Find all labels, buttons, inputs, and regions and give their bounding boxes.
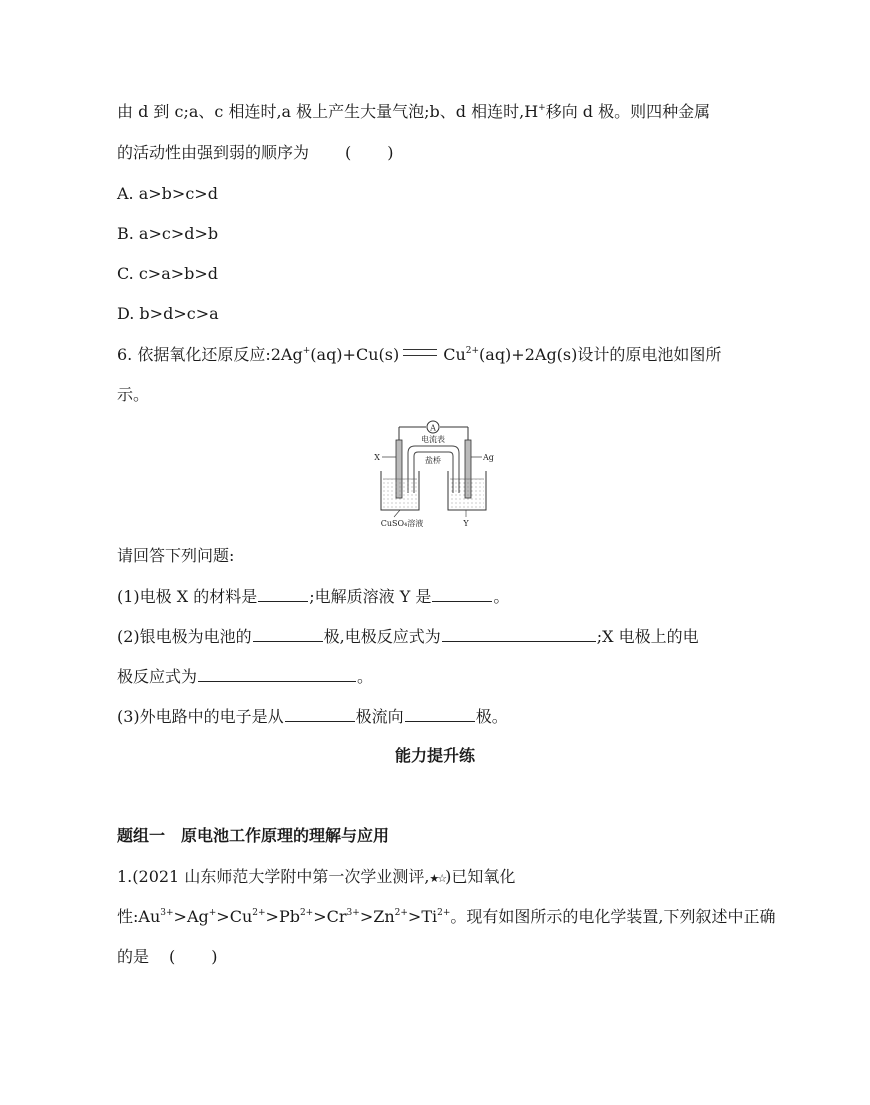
q6-line2: 示。 [117,385,150,404]
q1-line1: 1.(2021 山东师范大学附中第一次学业测评,★☆)已知氧化 [117,867,516,886]
right-solution-label: Y [463,519,469,528]
group-title: 题组一 原电池工作原理的理解与应用 [117,826,390,845]
option-b: B. a>c>d>b [117,224,219,243]
section-title: 能力提升练 [394,746,475,765]
electrode-ag-label: Ag [483,453,494,462]
ammeter-symbol: A [430,423,436,433]
q6-part3: (3)外电路中的电子是从 极流向 极。 [117,707,508,726]
q1-line3: 的是 ( ) [117,947,218,966]
ammeter-label: 电流表 [421,435,445,444]
option-c: C. c>a>b>d [117,264,219,283]
q1-line2: 性$:Au^{3+}>Ag^+>Cu^{2+}>Pb^{2+}>Cr^{3+}>Zn^{2+}>Ti^{2+}$。现有如图所示的电化学装置,下列叙述中正确 [117,907,776,926]
left-solution-label: CuSO₄溶液 [380,519,424,528]
electrode-x-label: X [374,453,380,462]
q6-line1: 6. 依据氧化还原反应:2Ag+(aq)+Cu(s) $Cu^{2+}(aq)+2Ag(s)$设计的原电池如图所 [117,345,722,364]
q6-part2: (2)银电极为电池的 极,电极反应式为 ;X 电极上的电 [117,627,699,646]
q6-prompt: 请回答下列问题: [117,546,235,565]
option-a: A. a>b>c>d [117,184,218,203]
two-star-difficulty-icon: ★☆ [429,872,446,885]
option-d: D. b>d>c>a [117,304,219,323]
equals-sign-icon [403,349,437,356]
q5-line2: 的活动性由强到弱的顺序为 ( ) [117,143,394,162]
q6-part1: (1)电极 X 的材料是 ;电解质溶液 Y 是 。 [117,587,510,606]
salt-bridge-label: 盐桥 [425,456,441,465]
q5-line1: 由 d 到 c;a、c 相连时,a 极上产生大量气泡;b、d 相连时,H+移向 d 极。则四种金属 [117,102,711,121]
q6-part2-cont: 极反应式为 。 [117,667,374,686]
galvanic-cell-diagram [370,413,500,533]
